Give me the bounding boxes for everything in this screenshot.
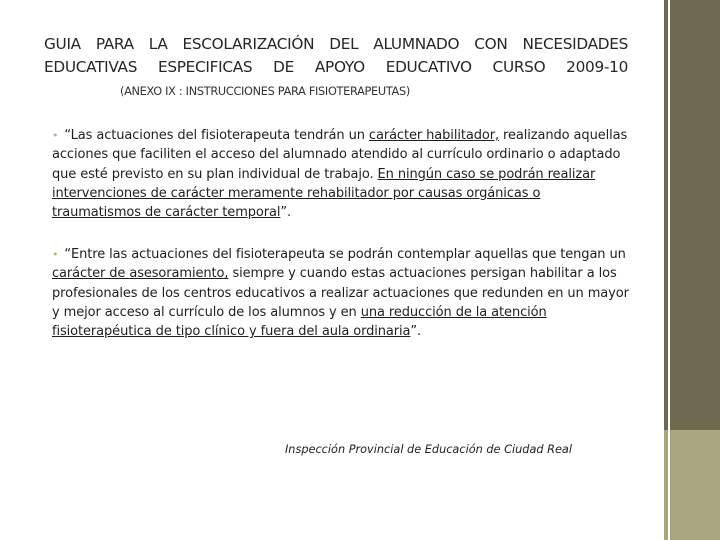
- bullet-icon: •: [52, 129, 59, 142]
- title-line-1: GUIA PARA LA ESCOLARIZACIÓN DEL ALUMNADO CON NECESIDADES: [44, 35, 628, 53]
- bullet-icon: •: [52, 248, 59, 261]
- paragraph-2-text-1: “Entre las actuaciones del fisioterapeuta se podrán contemplar aquellas que tengan un: [64, 247, 626, 262]
- paragraph-1-text-3: ”.: [280, 205, 292, 221]
- paragraph-2-text-3: ”.: [410, 324, 422, 340]
- decorative-side-strip: [664, 0, 720, 540]
- title-line-2: EDUCATIVAS ESPECIFICAS DE APOYO EDUCATIVO CURSO 2009-10: [44, 58, 628, 76]
- page-title: [44, 33, 628, 79]
- paragraph-2-underlined-2: una reducción de la atención fisioterapéutica de tipo clínico y fuera del aula ordinaria: [52, 304, 547, 340]
- page-subtitle: (ANEXO IX : INSTRUCCIONES PARA FISIOTERAPEUTAS): [120, 85, 410, 98]
- paragraph-1: [52, 126, 632, 222]
- paragraph-1-text-2: realizando aquellas acciones que faciliten el acceso del alumnado atendido al currículo ordinario o adaptado que esté previsto en su plan individual de trabajo.: [52, 128, 628, 182]
- paragraph-2-underlined-1: carácter de asesoramiento,: [52, 266, 229, 282]
- paragraph-1-underlined-1: carácter habilitador,: [368, 128, 499, 143]
- strip-light-block: [664, 430, 720, 540]
- paragraph-2: [52, 245, 632, 341]
- signature: Inspección Provincial de Educación de Ciudad Real: [284, 443, 572, 456]
- paragraph-1-underlined-2: En ningún caso se podrán realizar intervenciones de carácter meramente rehabilitador por causas orgánicas o traumatismos de carácter temporal: [52, 166, 596, 221]
- strip-dark-block: [664, 0, 720, 430]
- paragraph-2-text-2: siempre y cuando estas actuaciones persigan habilitar a los profesionales de los centros educativos a realizar actuaciones que redunden en un mayor y mejor acceso al currículo de los alumnos y en: [52, 266, 629, 320]
- strip-divider-line: [668, 0, 670, 540]
- paragraph-1-text-1: “Las actuaciones del fisioterapeuta tendrán un: [64, 128, 369, 143]
